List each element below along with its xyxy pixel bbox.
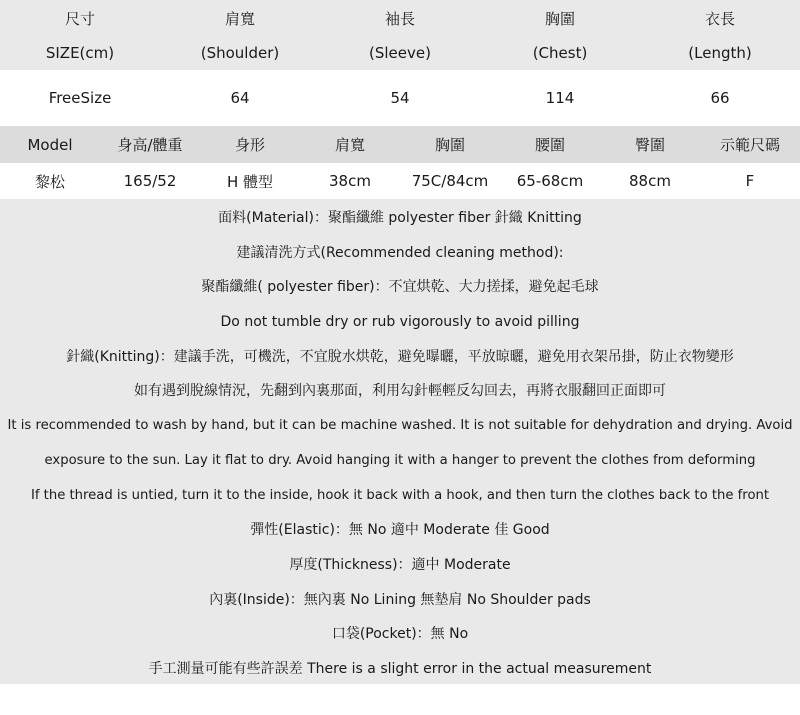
polyester-care-zh: 聚酯纖維( polyester fiber)：不宜烘乾、大力搓揉，避免起毛球 xyxy=(201,279,599,296)
header-length-zh: 衣長 xyxy=(704,9,735,28)
header-waist: 腰圍 xyxy=(534,136,565,154)
model-shoulder: 38cm xyxy=(329,172,371,190)
shoulder-value: 64 xyxy=(230,89,250,107)
size-table-header-zh xyxy=(0,0,800,36)
pocket-line: 口袋(Pocket)：無 No xyxy=(331,626,469,643)
header-shoulder-en: (Shoulder) xyxy=(200,44,280,62)
thread-repair-zh: 如有遇到脫線情況，先翻到內裏那面，利用勾針輕輕反勾回去，再將衣服翻回正面即可 xyxy=(134,383,666,400)
elastic-line: 彈性(Elastic)：無 No 適中 Moderate 佳 Good xyxy=(250,522,550,539)
header-chest-en: (Chest) xyxy=(532,44,588,62)
model-chest: 75C/84cm xyxy=(411,172,489,190)
table-row xyxy=(0,163,800,199)
knitting-care-en-1: It is recommended to wash by hand, but it can be machine washed. It is not suitable for dehydration and drying. Avoid xyxy=(7,418,793,434)
thread-repair-en: If the thread is untied, turn it to the inside, hook it back with a hook, and then turn the clothes back to the front xyxy=(30,487,770,503)
table-row xyxy=(0,70,800,126)
header-sleeve-en: (Sleeve) xyxy=(369,44,431,62)
header-demo-size: 示範尺碼 xyxy=(719,136,780,154)
header-body-type: 身形 xyxy=(234,136,265,154)
model-height-weight: 165/52 xyxy=(123,172,177,190)
length-value: 66 xyxy=(710,89,730,107)
header-length-en: (Length) xyxy=(688,44,752,62)
header-shoulder: 肩寬 xyxy=(334,136,365,154)
measurement-disclaimer: 手工測量可能有些許誤差 There is a slight error in the actual measurement xyxy=(148,660,652,677)
model-table xyxy=(0,126,800,199)
care-notes xyxy=(0,199,800,684)
header-size-zh: 尺寸 xyxy=(64,9,95,28)
model-body-type: H 體型 xyxy=(226,172,274,191)
model-name: 黎松 xyxy=(34,172,65,191)
knitting-care-zh: 針織(Knitting)：建議手洗，可機洗，不宜脫水烘乾，避免曝曬，平放晾曬，避免用衣架吊掛，防止衣物變形 xyxy=(66,348,734,365)
knitting-care-en-2: exposure to the sun. Lay it flat to dry. Avoid hanging it with a hanger to prevent the clothes from deforming xyxy=(44,452,756,468)
cleaning-method-heading: 建議清洗方式(Recommended cleaning method): xyxy=(236,244,564,261)
header-size-en: SIZE(cm) xyxy=(45,44,115,62)
header-height-weight: 身高/體重 xyxy=(117,136,183,154)
header-chest: 胸圍 xyxy=(434,136,465,154)
header-sleeve-zh: 袖長 xyxy=(384,9,415,28)
polyester-care-en: Do not tumble dry or rub vigorously to avoid pilling xyxy=(220,314,580,331)
header-chest-zh: 胸圍 xyxy=(544,9,575,28)
inside-line: 內裏(Inside)：無內裏 No Lining 無墊肩 No Shoulder pads xyxy=(209,591,591,608)
model-demo-size: F xyxy=(745,172,755,190)
size-table xyxy=(0,0,800,126)
chest-value: 114 xyxy=(545,89,575,107)
model-table-header xyxy=(0,126,800,163)
size-table-header-en xyxy=(0,36,800,70)
model-waist: 65-68cm xyxy=(516,172,584,190)
sleeve-value: 54 xyxy=(390,89,410,107)
material-line: 面料(Material)：聚酯纖維 polyester fiber 針織 Knitting xyxy=(218,210,582,226)
header-model: Model xyxy=(27,135,73,154)
thickness-line: 厚度(Thickness)：適中 Moderate xyxy=(289,556,511,573)
size-value: FreeSize xyxy=(48,89,112,107)
model-hip: 88cm xyxy=(629,172,671,190)
header-hip: 臀圍 xyxy=(634,136,665,154)
header-shoulder-zh: 肩寬 xyxy=(224,9,255,28)
